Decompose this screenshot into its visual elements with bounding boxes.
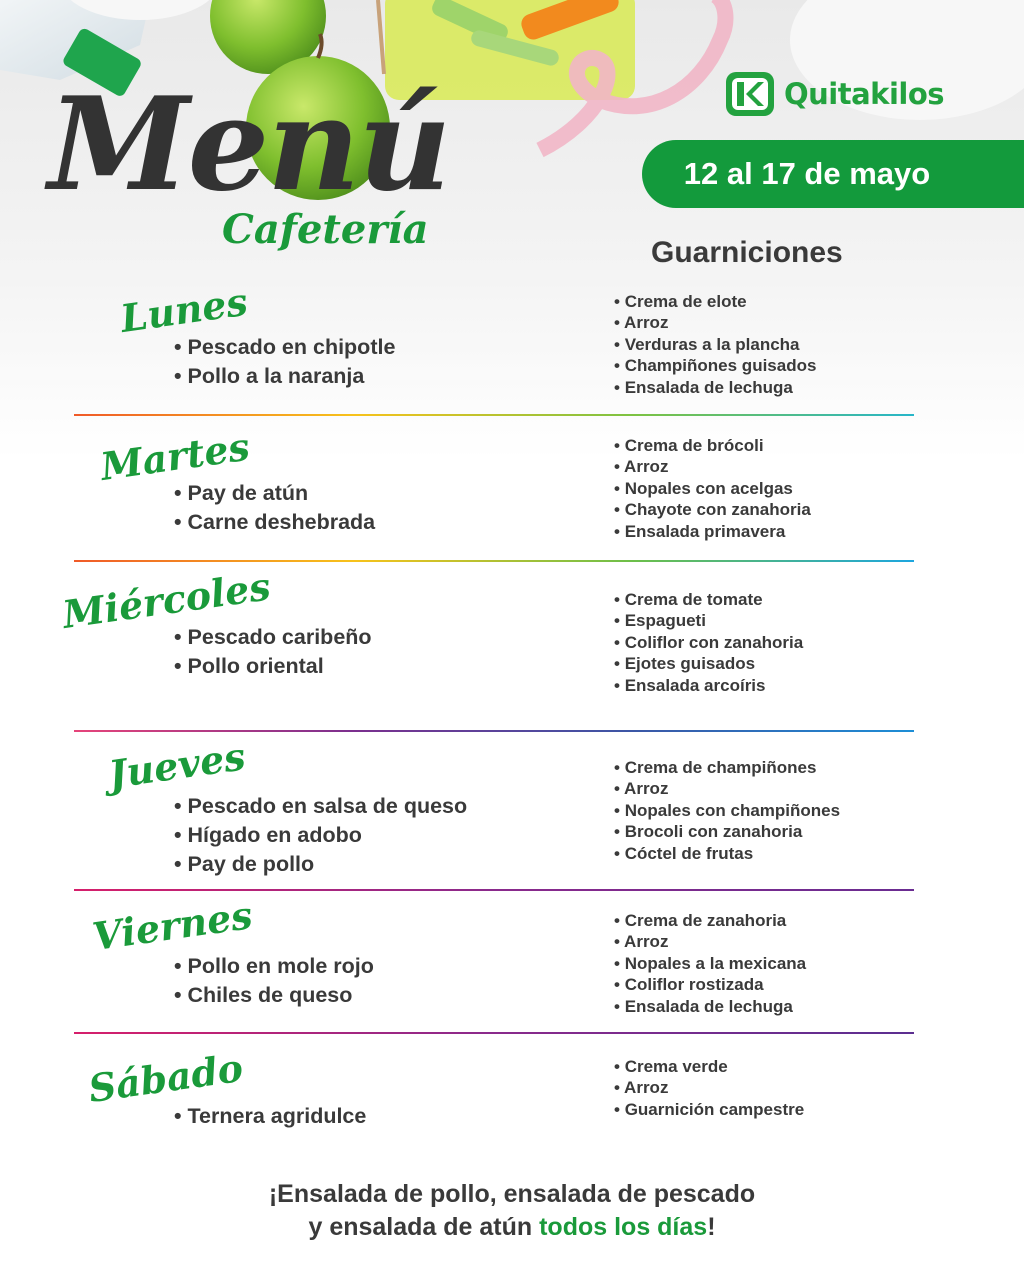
side-item: • Ejotes guisados (614, 653, 803, 674)
side-item: • Nopales con champiñones (614, 800, 840, 821)
sides-list-lunes (614, 291, 816, 398)
side-item: • Crema de champiñones (614, 757, 840, 778)
footer-line-2-suffix: ! (707, 1213, 716, 1241)
dish-item: • Hígado en adobo (174, 821, 467, 850)
side-item: • Ensalada arcoíris (614, 675, 803, 696)
dish-list-viernes (174, 952, 374, 1010)
dish-item: • Pescado en salsa de queso (174, 792, 467, 821)
side-item: • Arroz (614, 931, 806, 952)
side-item: • Nopales con acelgas (614, 478, 811, 499)
side-item: • Crema de brócoli (614, 435, 811, 456)
dish-list-lunes (174, 333, 395, 391)
sides-list-jueves (614, 757, 840, 864)
dish-item: • Pescado caribeño (174, 623, 372, 652)
footer-highlight: todos los días (539, 1213, 708, 1241)
side-item: • Ensalada de lechuga (614, 377, 816, 398)
side-item: • Arroz (614, 1077, 804, 1098)
background-photo (0, 0, 1024, 460)
cafeteria-subtitle: Cafetería (222, 206, 429, 253)
side-item: • Cóctel de frutas (614, 843, 840, 864)
sides-list-martes (614, 435, 811, 542)
sides-list-sabado (614, 1056, 804, 1120)
dish-item: • Chiles de queso (174, 981, 374, 1010)
sides-list-viernes (614, 910, 806, 1017)
sides-list-miercoles (614, 589, 803, 696)
section-divider (74, 730, 914, 732)
section-divider (74, 889, 914, 891)
day-label-jueves: Jueves (105, 733, 249, 797)
dish-list-sabado (174, 1102, 366, 1131)
footer-note (0, 1178, 1024, 1244)
side-item: • Ensalada de lechuga (614, 996, 806, 1017)
dish-item: • Pollo en mole rojo (174, 952, 374, 981)
dish-item: • Pescado en chipotle (174, 333, 395, 362)
side-item: • Crema de elote (614, 291, 816, 312)
side-item: • Ensalada primavera (614, 521, 811, 542)
side-item: • Brocoli con zanahoria (614, 821, 840, 842)
side-item: • Arroz (614, 312, 816, 333)
quitakilos-logo-icon (724, 70, 776, 118)
side-item: • Nopales a la mexicana (614, 953, 806, 974)
dish-list-jueves (174, 792, 467, 879)
side-item: • Verduras a la plancha (614, 334, 816, 355)
section-divider (74, 560, 914, 562)
side-item: • Guarnición campestre (614, 1099, 804, 1120)
date-range-banner: 12 al 17 de mayo (642, 140, 1024, 208)
dish-item: • Carne deshebrada (174, 508, 375, 537)
side-item: • Crema de tomate (614, 589, 803, 610)
side-item: • Arroz (614, 456, 811, 477)
day-label-martes: Martes (97, 423, 253, 489)
day-label-sabado: Sábado (85, 1044, 246, 1111)
day-label-viernes: Viernes (89, 892, 256, 959)
side-item: • Espagueti (614, 610, 803, 631)
section-divider (74, 1032, 914, 1034)
dish-item: • Ternera agridulce (174, 1102, 366, 1131)
side-item: • Crema verde (614, 1056, 804, 1077)
footer-line-1: ¡Ensalada de pollo, ensalada de pescado (268, 1180, 756, 1208)
side-item: • Coliflor con zanahoria (614, 632, 803, 653)
side-item: • Champiñones guisados (614, 355, 816, 376)
side-item: • Chayote con zanahoria (614, 499, 811, 520)
brand-name: Quitakilos (784, 77, 945, 111)
dish-item: • Pollo oriental (174, 652, 372, 681)
sides-heading: Guarniciones (651, 236, 843, 269)
dish-list-martes (174, 479, 375, 537)
side-item: • Arroz (614, 778, 840, 799)
brand-logo (724, 70, 944, 118)
side-item: • Crema de zanahoria (614, 910, 806, 931)
footer-line-2-prefix: y ensalada de atún (308, 1213, 540, 1241)
side-item: • Coliflor rostizada (614, 974, 806, 995)
menu-title: Menú (48, 70, 450, 220)
dish-item: • Pay de pollo (174, 850, 467, 879)
day-label-miercoles: Miércoles (59, 563, 274, 637)
dish-list-miercoles (174, 623, 372, 681)
dish-item: • Pay de atún (174, 479, 375, 508)
footer-line-2 (0, 1211, 1024, 1244)
day-label-lunes: Lunes (117, 278, 251, 341)
section-divider (74, 414, 914, 416)
dish-item: • Pollo a la naranja (174, 362, 395, 391)
